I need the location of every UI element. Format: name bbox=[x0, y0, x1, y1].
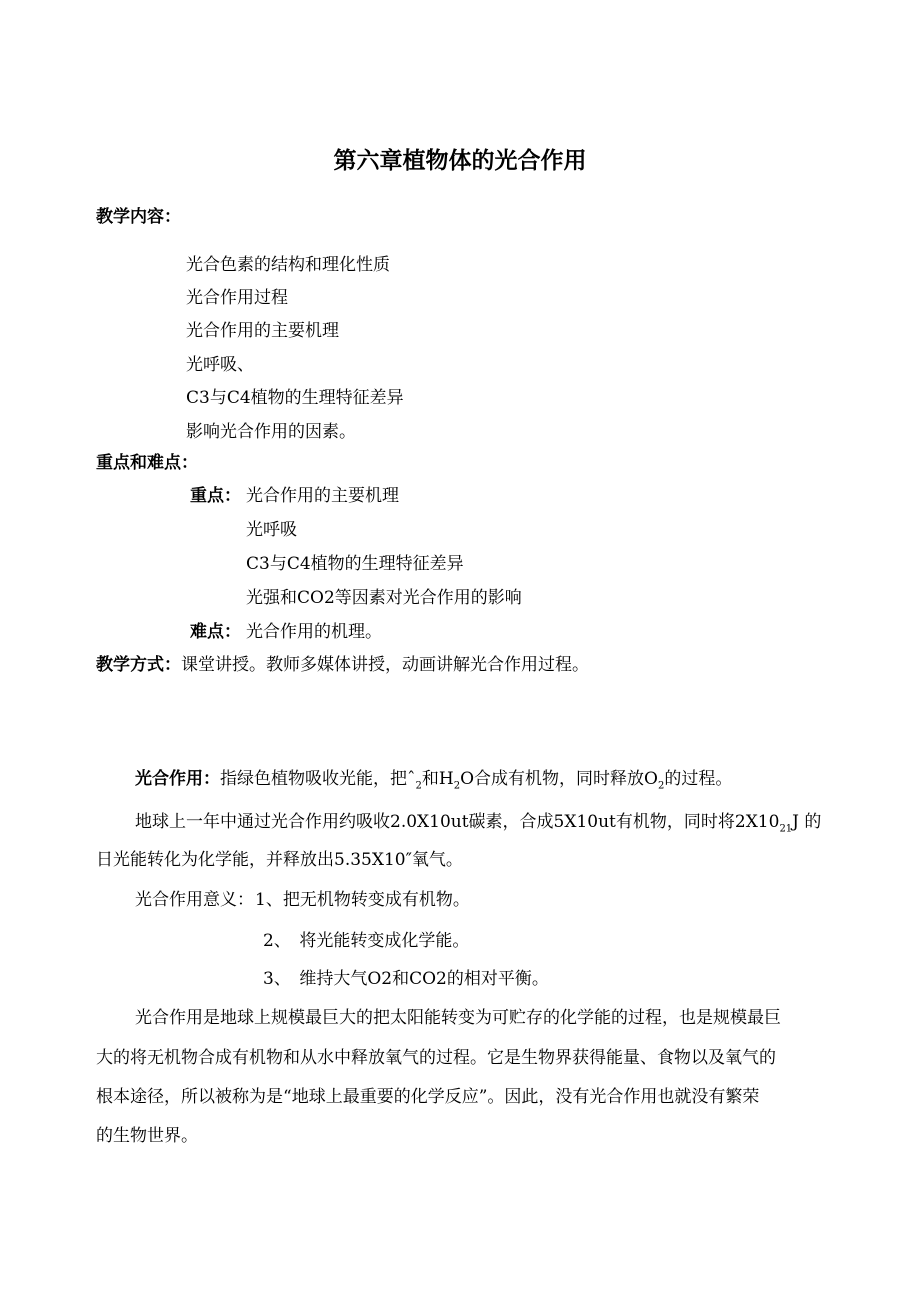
significance-label: 光合作用意义： bbox=[135, 890, 254, 910]
method-line bbox=[96, 657, 589, 674]
paragraph-line: 光合作用是地球上规模最巨大的把太阳能转变为可贮存的化学能的过程，也是规模最巨 bbox=[135, 1008, 781, 1028]
subscript: 2 bbox=[657, 780, 665, 792]
difficulty-text: 光合作用的机理。 bbox=[246, 622, 382, 642]
paragraph-line: 日光能转化为化学能，并释放出5.35X10″氧气。 bbox=[96, 850, 463, 870]
paragraph-line bbox=[135, 814, 821, 834]
method-text: 课堂讲授。教师多媒体讲授，动画讲解光合作用过程。 bbox=[181, 655, 589, 675]
paragraph-line: 根本途径，所以被称为是“地球上最重要的化学反应”。因此，没有光合作用也就没有繁荣 bbox=[96, 1087, 760, 1107]
definition-line bbox=[135, 771, 732, 791]
definition-label: 光合作用： bbox=[135, 769, 220, 789]
paragraph-line: 大的将无机物合成有机物和从水中释放氧气的过程。它是生物界获得能量、食物以及氧气的 bbox=[96, 1048, 776, 1068]
content-heading: 教学内容： bbox=[96, 207, 181, 227]
subscript: 21 bbox=[779, 823, 793, 835]
text: J 的 bbox=[792, 812, 822, 832]
page-title: 第六章植物体的光合作用 bbox=[333, 148, 587, 174]
key-item: 光呼吸 bbox=[246, 520, 297, 540]
content-item: 光合作用的主要机理 bbox=[186, 321, 339, 341]
content-item: C3与C4植物的生理特征差异 bbox=[186, 388, 404, 408]
definition-text: 和H bbox=[421, 769, 454, 789]
definition-text: 指绿色植物吸收光能，把ˆ bbox=[220, 769, 416, 789]
key-item: 光合作用的主要机理 bbox=[246, 486, 399, 506]
definition-text: 的过程。 bbox=[664, 769, 733, 789]
significance-item: 2、 将光能转变成化学能。 bbox=[263, 931, 470, 951]
text: 地球上一年中通过光合作用约吸收2.0X10ut碳素，合成5X10ut有机物，同时将2X10 bbox=[135, 812, 780, 832]
key-heading: 重点和难点： bbox=[96, 453, 198, 473]
paragraph-line: 的生物世界。 bbox=[96, 1126, 198, 1146]
key-label: 重点： bbox=[190, 486, 241, 506]
difficulty-label: 难点： bbox=[190, 622, 241, 642]
significance-item: 3、 维持大气O2和CO2的相对平衡。 bbox=[263, 969, 549, 989]
subscript: 2 bbox=[453, 780, 461, 792]
content-item: 影响光合作用的因素。 bbox=[186, 422, 356, 442]
definition-text: O合成有机物，同时释放O bbox=[460, 769, 658, 789]
method-label: 教学方式： bbox=[96, 655, 181, 675]
significance-item: 1、把无机物转变成有机物。 bbox=[255, 890, 470, 910]
content-item: 光合作用过程 bbox=[186, 288, 288, 308]
subscript: 2 bbox=[415, 780, 422, 792]
key-item: 光强和CO2等因素对光合作用的影响 bbox=[246, 588, 522, 608]
key-item: C3与C4植物的生理特征差异 bbox=[246, 554, 464, 574]
content-item: 光合色素的结构和理化性质 bbox=[186, 255, 390, 275]
content-item: 光呼吸、 bbox=[186, 355, 254, 375]
